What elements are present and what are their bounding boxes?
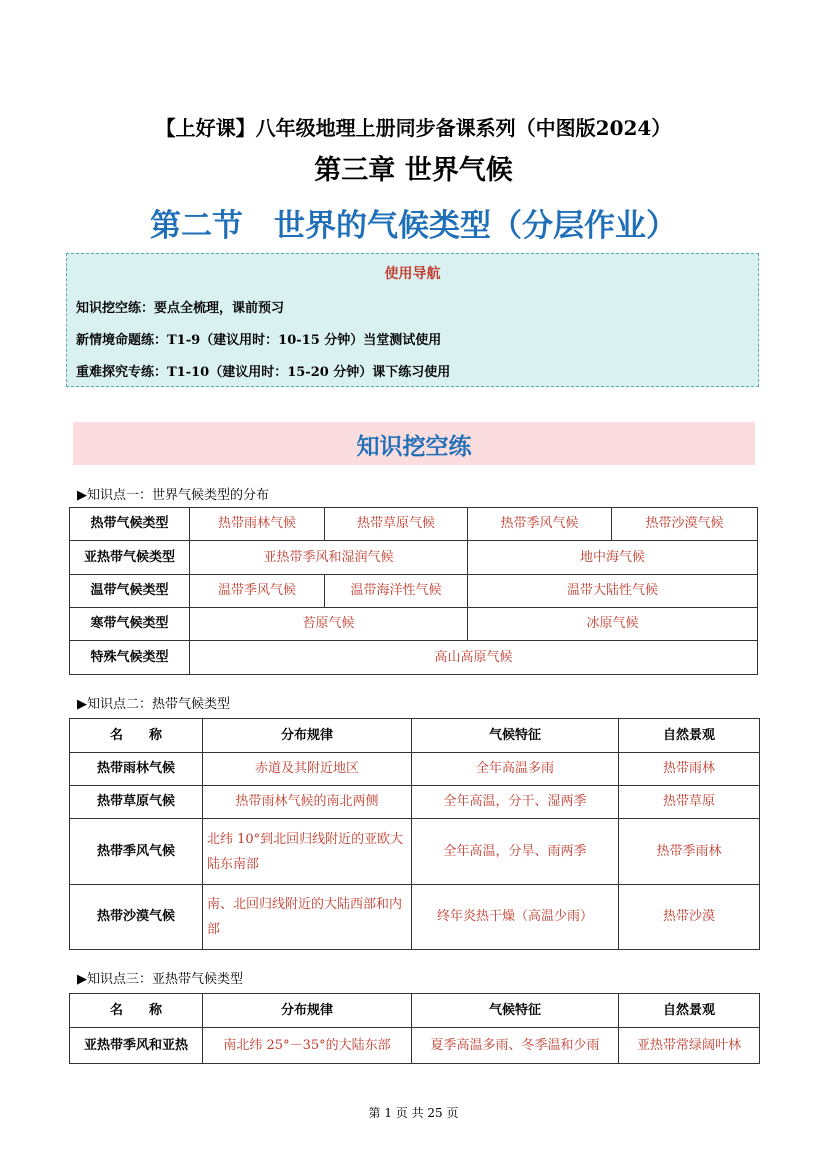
tropical-climate-table [69,718,760,950]
table-row [70,608,758,641]
table-cell: 热带雨林气候的南北两侧 [203,786,412,819]
knowledge-point-1-title: ▶知识点一：世界气候类型的分布 [77,488,269,503]
table-cell: 热带草原气候 [325,508,468,541]
table-row [70,508,758,541]
usage-guide-box [66,253,759,387]
table-cell: 热带雨林气候 [190,508,325,541]
table-cell: 热带季风气候 [468,508,612,541]
table-cell: 冰原气候 [468,608,758,641]
column-header: 分布规律 [203,719,412,753]
table-cell: 热带沙漠气候 [612,508,758,541]
table-cell: 热带季雨林 [619,819,760,885]
table-cell: 全年高温，分干、湿两季 [412,786,619,819]
section-title: 第二节 世界的气候类型（分层作业） [150,208,677,244]
table-cell: 南北纬 25°－35°的大陆东部 [203,1028,412,1064]
table-header-row [70,719,760,753]
table-cell: 全年高温，分旱、雨两季 [412,819,619,885]
usage-guide-title: 使用导航 [384,266,441,282]
table-cell: 热带沙漠气候 [70,885,203,950]
table-cell: 热带沙漠 [619,885,760,950]
table-cell: 亚热带常绿阔叶林 [619,1028,760,1064]
table-cell: 亚热带季风和湿润气候 [190,541,468,575]
table-row [70,575,758,608]
table-cell: 北纬 10°到北回归线附近的亚欧大陆东南部 [203,819,412,885]
knowledge-point-2-title: ▶知识点二：热带气候类型 [77,697,230,712]
table-cell: 苔原气候 [190,608,468,641]
table-row [70,885,760,950]
row-label: 温带气候类型 [70,575,190,608]
table-cell: 温带海洋性气候 [325,575,468,608]
table-cell: 热带草原 [619,786,760,819]
column-header: 自然景观 [619,719,760,753]
column-header: 分布规律 [203,994,412,1028]
table-row [70,1028,760,1064]
table-cell: 赤道及其附近地区 [203,753,412,786]
table-cell: 南、北回归线附近的大陆西部和内部 [203,885,412,950]
column-header: 气候特征 [412,719,619,753]
section-banner [73,422,755,465]
table-cell: 夏季高温多雨、冬季温和少雨 [412,1028,619,1064]
subtropical-climate-table [69,993,760,1064]
row-label: 亚热带气候类型 [70,541,190,575]
knowledge-point-3-title: ▶知识点三：亚热带气候类型 [77,972,243,987]
column-header: 自然景观 [619,994,760,1028]
row-label: 寒带气候类型 [70,608,190,641]
table-cell: 终年炎热干燥（高温少雨） [412,885,619,950]
table-cell: 热带雨林 [619,753,760,786]
table-cell: 热带季风气候 [70,819,203,885]
table-row [70,641,758,675]
banner-title: 知识挖空练 [356,434,472,460]
table-header-row [70,994,760,1028]
table-cell: 高山高原气候 [190,641,758,675]
table-cell: 热带草原气候 [70,786,203,819]
guide-line: 重难探究专练：T1-10（建议用时：15-20 分钟）课下练习使用 [76,365,451,380]
chapter-title: 第三章 世界气候 [314,155,513,186]
table-cell: 亚热带季风和亚热 [70,1028,203,1064]
table-row [70,819,760,885]
table-cell: 全年高温多雨 [412,753,619,786]
guide-line: 新情境命题练：T1-9（建议用时：10-15 分钟）当堂测试使用 [76,333,442,348]
table-row [70,786,760,819]
row-label: 特殊气候类型 [70,641,190,675]
series-title: 【上好课】八年级地理上册同步备课系列（中图版2024） [155,116,672,140]
table-cell: 温带大陆性气候 [468,575,758,608]
table-cell: 地中海气候 [468,541,758,575]
column-header: 名 称 [70,719,203,753]
guide-line: 知识挖空练：要点全梳理，课前预习 [76,301,285,316]
table-row [70,541,758,575]
table-row [70,753,760,786]
table-cell: 温带季风气候 [190,575,325,608]
row-label: 热带气候类型 [70,508,190,541]
table-cell: 热带雨林气候 [70,753,203,786]
climate-distribution-table [69,507,758,675]
column-header: 气候特征 [412,994,619,1028]
column-header: 名 称 [70,994,203,1028]
page-footer: 第 1 页 共 25 页 [368,1106,459,1120]
